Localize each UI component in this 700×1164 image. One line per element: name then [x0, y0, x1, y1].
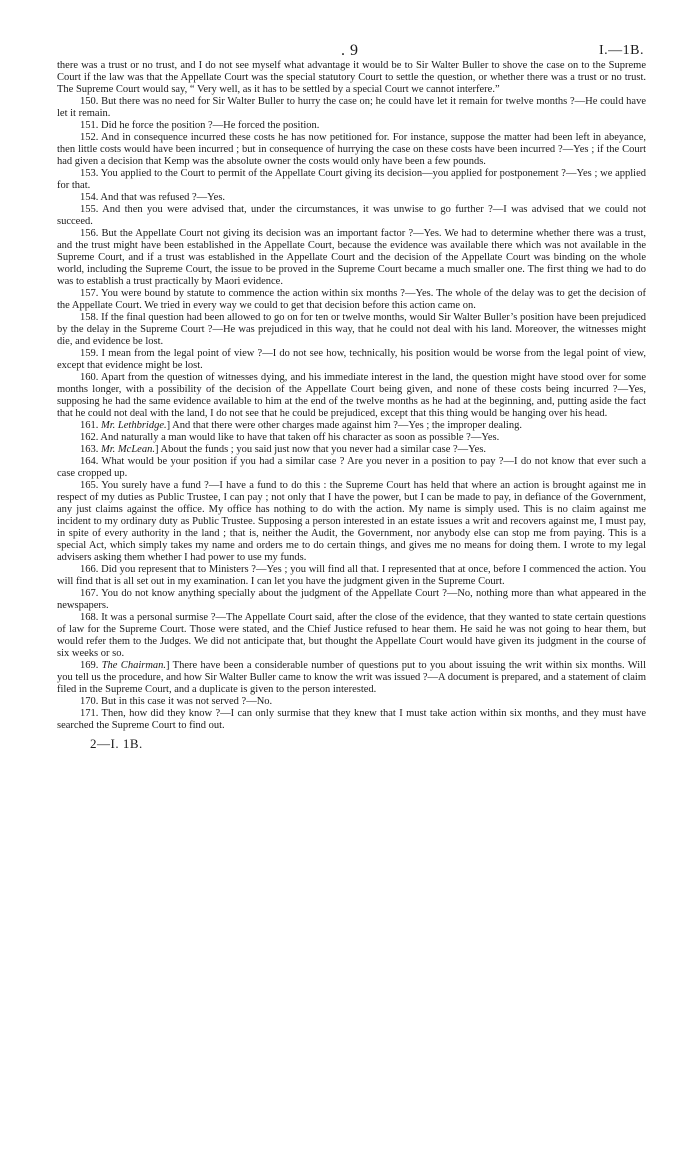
testimony-paragraph: 168. It was a personal surmise ?—The Appellate Court said, after the close of the evidence, that they wanted to state certain questions of law for the Supreme Court. Those were stated, and the Chief Justice refused to hear them. He said he was not going to hear them, but would refer them to the Judges. We did not anticipate that, but thought the Appellate Court would have given its judgment in the course of six weeks or so. [57, 612, 646, 659]
testimony-paragraph: 161. Mr. Lethbridge.] And that there were other charges made against him ?—Yes ; the improper dealing. [80, 420, 522, 431]
testimony-paragraph: 165. You surely have a fund ?—I have a fund to do this : the Supreme Court has held that where an action is brought against me in respect of my duties as Public Trustee, I can pay ; not only that I have the power, but I can be made to pay, in defiance of the Government, any just claims against the office. My office has nothing to do with the action. My name is simply used. This is no claim against me incident to my ordinary duty as Public Trustee. Supposing a person interested in an estate issues a writ and recovers against me, I must pay, in spite of every authority in the land ; that is, neither the Audit, the Government, nor anybody else can stop me from paying. This is a special Act, which simply takes my name and orders me to do certain things, and gives me no means for doing them. I wrote to my legal advisers asking them whether I had power to use my funds. [57, 480, 646, 563]
testimony-paragraph: 163. Mr. McLean.] About the funds ; you said just now that you never had a similar case ?—Yes. [80, 444, 487, 455]
testimony-paragraph: 164. What would be your position if you had a similar case ? Are you never in a position to pay ?—I do not know that ever such a case cropped up. [57, 456, 646, 479]
signature-mark: 2—I. 1B. [90, 736, 143, 751]
testimony-paragraph: 158. If the final question had been allowed to go on for ten or twelve months, would Sir Walter Buller’s position have been prejudiced by the delay in the Supreme Court ?—He was prejudiced in this way, that he could not deal with his land. Moreover, the witnesses might die, and evidence be lost. [57, 312, 646, 347]
testimony-paragraph: 159. I mean from the legal point of view ?—I do not see how, technically, his position would be worse from the legal point of view, except that evidence might be lost. [57, 348, 646, 371]
testimony-paragraph: 169. The Chairman.] There have been a considerable number of questions put to you about issuing the writ within six months. Will you tell us the procedure, and how Sir Walter Buller came to know the writ was issued ?—A document is prepared, and a statement of claim filed in the Supreme Court, and a duplicate is given to the person interested. [57, 660, 647, 695]
testimony-paragraph: 150. But there was no need for Sir Walter Buller to hurry the case on; he could have let it remain for twelve months ?—He could have let it remain. [57, 96, 646, 119]
testimony-paragraph: 151. Did he force the position ?—He forced the position. [80, 120, 320, 131]
testimony-paragraph: 157. You were bound by statute to commence the action within six months ?—Yes. The whole of the delay was to get the decision of the Appellate Court. We tried in every way we could to get that decision before this action came on. [57, 288, 646, 311]
testimony-paragraph: 171. Then, how did they know ?—I can only surmise that they knew that I must take action within six months, and they must have searched the Supreme Court to find out. [57, 708, 646, 731]
page-number: . 9 [341, 42, 359, 59]
document-body [57, 60, 646, 732]
document-reference: I.—1B. [599, 43, 644, 58]
continued-paragraph: there was a trust or no trust, and I do not see myself what advantage it would be to Sir Walter Buller to shove the case on to the Supreme Court if the law was that the Appellate Court was the special statutory Court to settle the question, or whether there was a trust or no trust. The Supreme Court would say, “ Very well, as it has to be settled by a special Court we cannot interfere.” [57, 60, 646, 95]
testimony-paragraph: 166. Did you represent that to Ministers ?—Yes ; you will find all that. I represented that at once, before I commenced the action. You will find that is all set out in my examination. I can let you have the judgment given in the Supreme Court. [57, 564, 646, 587]
page-header [57, 0, 646, 60]
testimony-paragraph: 152. And in consequence incurred these costs he has now petitioned for. For instance, suppose the matter had been left in abeyance, then little costs would have been incurred ; but in consequence of hurrying the case on these costs have been incurred ?—Yes ; if the Court had given a decision that Kemp was the absolute owner the costs would only have been a few pounds. [57, 132, 646, 167]
testimony-paragraph: 153. You applied to the Court to permit of the Appellate Court giving its decision—you applied for postponement ?—Yes ; we applied for that. [57, 168, 646, 191]
testimony-paragraph: 162. And naturally a man would like to have that taken off his character as soon as possible ?—Yes. [80, 432, 500, 443]
testimony-paragraph: 170. But in this case it was not served ?—No. [80, 696, 273, 707]
testimony-paragraph: 167. You do not know anything specially about the judgment of the Appellate Court ?—No, nothing more than what appeared in the newspapers. [57, 588, 646, 611]
testimony-paragraph: 156. But the Appellate Court not giving its decision was an important factor ?—Yes. We had to determine whether there was a trust, and the trust might have been established in the Appellate Court, because the evidence was available there which was not available in the Supreme Court, and if a trust was established in the Appellate Court and the decision of the Appellate Court was binding on the whole world, including the Supreme Court, the issue to be proved in the Supreme Court became a much smaller one. The first thing we had to do was to establish a trust practically by Maori evidence. [57, 228, 646, 287]
testimony-paragraph: 155. And then you were advised that, under the circumstances, it was unwise to go further ?—I was advised that we could not succeed. [57, 204, 646, 227]
testimony-paragraph: 154. And that was refused ?—Yes. [80, 192, 226, 203]
testimony-paragraph: 160. Apart from the question of witnesses dying, and his immediate interest in the land, the question might have stood over for some months longer, with a possibility of the decision of the Appellate Court being given, and none of these costs being incurred ?—Yes, supposing he had the same evidence available to him at the end of the twelve months as he had at the beginning, and, putting aside the fact that he could not deal with the land, I do not see that he could be prejudiced, except that this thing would be hanging over his head. [57, 372, 646, 419]
